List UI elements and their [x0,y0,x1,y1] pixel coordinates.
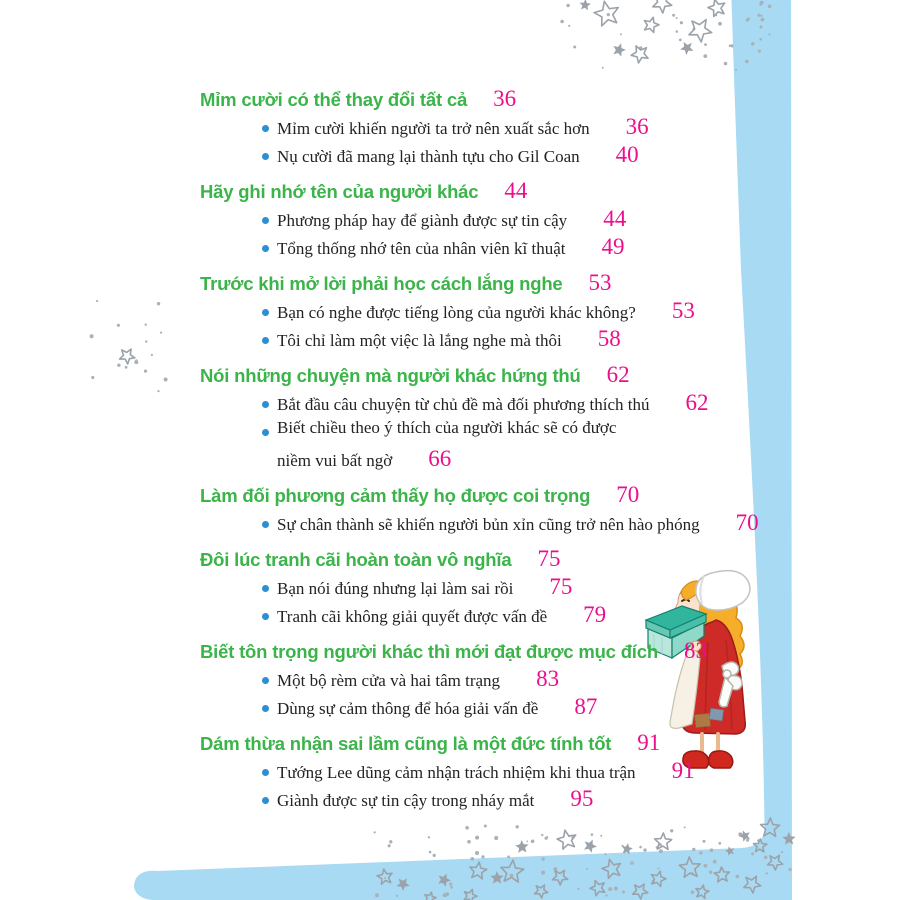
dot-decoration [157,302,160,305]
dot-decoration [620,33,622,35]
bullet-icon [262,309,269,316]
entry-page-number: 62 [685,390,709,415]
dot-decoration [709,871,712,874]
entry-title: Biết chiều theo ý thích của người khác sẽ có được [277,418,617,437]
dot-decoration [117,364,120,367]
chapter-page-number: 53 [588,270,612,295]
dot-decoration [735,69,737,71]
star-icon [653,0,672,13]
dot-decoration [600,835,602,837]
dot-decoration [117,324,120,327]
star-icon [680,42,693,55]
dot-decoration [475,851,479,855]
toc-chapter-row [200,482,800,510]
dot-decoration [746,839,749,842]
dot-decoration [573,46,576,49]
toc-section [200,362,800,474]
dot-decoration [736,875,740,879]
dot-decoration [135,359,137,361]
dot-decoration [764,857,766,859]
dot-decoration [622,891,625,894]
toc-entry-row [200,786,800,814]
entry-title: Một bộ rèm cửa và hai tâm trạng [277,671,501,690]
bullet-icon [262,769,269,776]
dot-decoration [96,300,98,302]
chapter-title: Dám thừa nhận sai lầm cũng là một đức tính tốt [200,733,612,754]
dot-decoration [484,825,487,828]
toc-entry-row [200,418,800,446]
dot-decoration [746,18,749,21]
dot-decoration [751,852,754,855]
dot-decoration [760,1,764,5]
toc-section [200,178,800,262]
entry-page-number: 44 [603,206,627,231]
entry-title: Bắt đầu câu chuyện từ chủ đề mà đối phương thích thú [277,395,650,414]
dot-decoration [757,14,760,17]
dot-decoration [758,50,761,53]
toc-entry-row [200,326,800,354]
dot-decoration [768,5,772,9]
toc-chapter-row [200,362,800,390]
toc-entry-row [200,666,800,694]
entry-title: Tôi chỉ làm một việc là lắng nghe mà thôi [277,331,562,350]
entry-page-number: 58 [597,326,621,351]
entry-page-number: 87 [574,694,598,719]
dot-decoration [526,841,528,843]
dot-decoration [672,14,675,17]
star-icon [515,840,528,853]
dot-decoration [125,366,128,369]
star-icon [580,0,591,10]
entry-page-number: 36 [625,114,649,139]
entry-page-number: 91 [671,758,695,783]
toc-section [200,86,800,170]
dot-decoration [144,370,147,373]
dot-decoration [730,44,733,47]
dot-decoration [684,826,686,828]
dot-decoration [429,851,432,854]
toc-chapter-row [200,270,800,298]
toc-entry-row [200,574,800,602]
dot-decoration [586,868,588,870]
bullet-icon [262,521,269,528]
entry-page-number: 40 [615,142,639,167]
dot-decoration [591,833,594,836]
dot-decoration [151,354,153,356]
dot-decoration [789,868,792,871]
dot-decoration [428,836,430,838]
dot-decoration [467,840,471,844]
entry-title: Giành được sự tin cậy trong nháy mắt [277,791,535,810]
dot-decoration [699,851,702,854]
entry-page-number: 95 [570,786,594,811]
dot-decoration [659,849,663,853]
star-icon [584,840,597,853]
dot-decoration [679,39,682,42]
star-icon [613,43,626,56]
dot-decoration [676,30,679,33]
dot-decoration [433,854,436,857]
toc-entry-row [200,694,800,722]
dot-decoration [145,340,147,342]
dot-decoration [745,60,749,64]
toc-entry-row [200,298,800,326]
entry-page-number: 83 [536,666,560,691]
chapter-title: Biết tôn trọng người khác thì mới đạt được mục đích [200,641,658,662]
dot-decoration [471,857,475,861]
dot-decoration [389,840,392,843]
dot-decoration [761,18,765,22]
entry-title: Tổng thống nhớ tên của nhân viên kĩ thuật [277,239,566,258]
dot-decoration [494,836,498,840]
dot-decoration [692,848,695,851]
chapter-title: Trước khi mở lời phải học cách lắng nghe [200,273,563,294]
dot-decoration [704,43,707,46]
dot-decoration [670,829,673,832]
dot-decoration [507,856,510,859]
dot-decoration [164,378,168,382]
dot-decoration [605,894,607,896]
star-icon [120,349,135,364]
entry-page-number: 70 [735,510,759,535]
dot-decoration [713,860,717,864]
entry-page-number: 66 [428,446,452,471]
dot-decoration [475,836,479,840]
entry-title: Bạn nói đúng nhưng lại làm sai rồi [277,579,514,598]
dot-decoration [604,853,606,855]
dot-decoration [781,851,783,853]
bullet-icon [262,153,269,160]
dot-decoration [465,826,469,830]
dot-decoration [718,22,722,26]
dot-decoration [639,846,642,849]
dot-decoration [541,857,544,860]
toc-section [200,482,800,538]
toc-chapter-row [200,638,800,666]
toc-chapter-row [200,86,800,114]
dot-decoration [759,38,762,41]
dot-decoration [577,888,579,890]
star-icon [631,46,648,63]
toc-section [200,546,800,630]
entry-title: Nụ cười đã mang lại thành tựu cho Gil Coan [277,147,580,166]
dot-decoration [374,831,376,833]
entry-page-number: 49 [601,234,625,259]
dot-decoration [766,872,768,874]
dot-decoration [145,324,147,326]
toc-entry-row [200,602,800,630]
table-of-contents [200,86,800,822]
dot-decoration [396,895,398,897]
dot-decoration [384,877,386,879]
chapter-title: Đôi lúc tranh cãi hoàn toàn vô nghĩa [200,549,512,570]
dot-decoration [531,840,535,844]
dot-decoration [751,42,755,46]
toc-section [200,638,800,722]
toc-entry-row [200,390,800,418]
dot-decoration [614,887,618,891]
bullet-icon [262,217,269,224]
chapter-page-number: 62 [606,362,630,387]
toc-section [200,730,800,814]
dot-decoration [710,848,714,852]
dot-decoration [768,33,770,35]
dot-decoration [443,893,447,897]
dot-decoration [760,15,762,17]
dot-decoration [568,25,570,27]
dot-decoration [450,886,453,889]
entry-title: Bạn có nghe được tiếng lòng của người khác không? [277,303,636,322]
dot-decoration [680,21,683,24]
chapter-title: Mỉm cười có thể thay đổi tất cả [200,89,468,110]
chapter-page-number: 83 [683,638,707,663]
entry-page-number: 79 [583,602,607,627]
toc-entry-row [200,114,800,142]
chapter-page-number: 75 [537,546,561,571]
dot-decoration [388,844,391,847]
dot-decoration [541,834,543,836]
star-icon [557,830,576,849]
chapter-page-number: 91 [637,730,661,755]
dot-decoration [608,887,612,891]
dot-decoration [566,4,569,7]
dot-decoration [724,62,728,66]
entry-page-number: 53 [671,298,695,323]
dot-decoration [703,54,707,58]
toc-entry-row [200,446,800,474]
bullet-icon [262,677,269,684]
dot-decoration [546,836,548,838]
bullet-icon [262,585,269,592]
entry-title: Mỉm cười khiến người ta trở nên xuất sắc hơn [277,119,590,138]
dot-decoration [607,13,610,16]
dot-decoration [91,376,94,379]
star-icon [655,833,672,850]
dot-decoration [449,883,452,886]
dot-decoration [676,17,678,19]
chapter-title: Nói những chuyện mà người khác hứng thú [200,365,581,386]
dot-decoration [704,864,708,868]
chapter-page-number: 36 [493,86,517,111]
chapter-title: Hãy ghi nhớ tên của người khác [200,181,479,202]
toc-entry-row [200,510,800,538]
toc-entry-row [200,206,800,234]
dot-decoration [516,825,519,828]
bullet-icon [262,125,269,132]
bullet-icon [262,245,269,252]
dot-decoration [481,855,484,858]
dot-decoration [602,67,604,69]
dot-decoration [630,861,634,865]
dot-decoration [691,890,695,894]
dot-decoration [718,842,721,845]
dot-decoration [157,390,159,392]
entry-title: Dùng sự cảm thông để hóa giải vấn đề [277,699,539,718]
star-icon [594,1,618,26]
entry-page-number: 75 [549,574,573,599]
entry-title: Sự chân thành sẽ khiến người bủn xỉn cũng trở nên hào phóng [277,515,700,534]
star-icon [689,20,712,42]
chapter-page-number: 44 [504,178,528,203]
star-icon [644,17,659,32]
dot-decoration [658,867,660,869]
dot-decoration [541,871,545,875]
toc-chapter-row [200,730,800,758]
toc-entry-row [200,758,800,786]
toc-section [200,270,800,354]
chapter-title: Làm đối phương cảm thấy họ được coi trọng [200,485,591,506]
toc-chapter-row [200,546,800,574]
dot-decoration [703,840,706,843]
entry-title: niềm vui bất ngờ [277,451,393,470]
dot-decoration [375,893,379,897]
dot-decoration [90,334,94,338]
star-icon [708,0,725,16]
toc-chapter-row [200,178,800,206]
chapter-page-number: 70 [616,482,640,507]
toc-entry-row [200,234,800,262]
toc-entry-row [200,142,800,170]
bullet-icon [262,337,269,344]
bullet-icon [262,429,269,436]
bullet-icon [262,705,269,712]
dot-decoration [643,848,646,851]
bullet-icon [262,797,269,804]
entry-title: Tướng Lee dũng cảm nhận trách nhiệm khi thua trận [277,763,636,782]
bullet-icon [262,401,269,408]
dot-decoration [760,26,763,29]
dot-decoration [160,332,162,334]
dot-decoration [560,20,564,24]
entry-title: Phương pháp hay để giành được sự tin cậy [277,211,568,230]
entry-title: Tranh cãi không giải quyết được vấn đề [277,607,548,626]
bullet-icon [262,613,269,620]
